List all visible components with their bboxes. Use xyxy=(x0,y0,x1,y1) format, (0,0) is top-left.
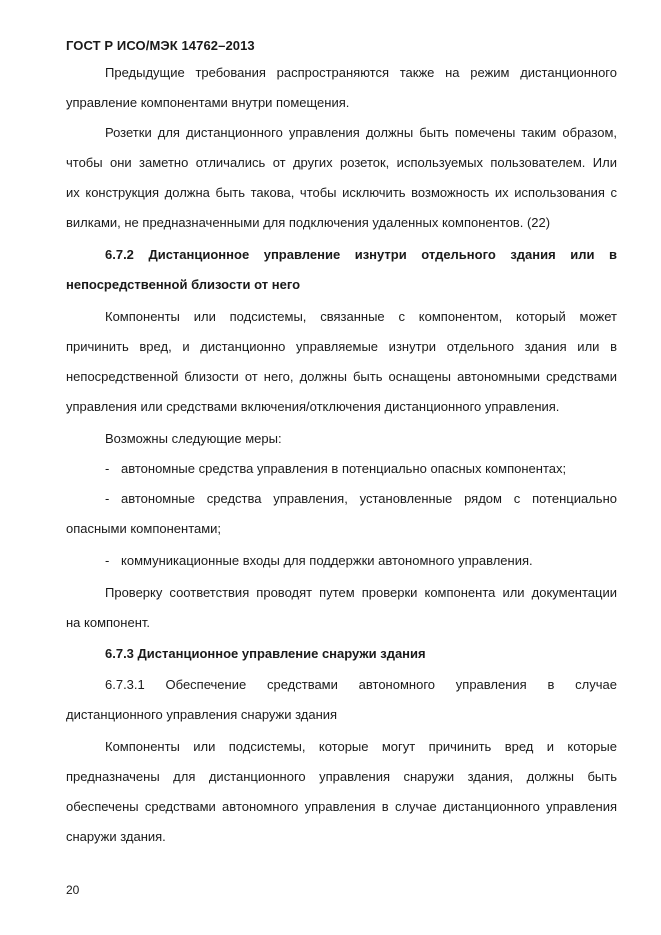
list-item: коммуникационные входы для поддержки автономного управления. xyxy=(121,553,533,568)
list-marker: - xyxy=(105,491,110,506)
paragraph-line: причинить вред, и дистанционно управляемые изнутри отдельного здания или в xyxy=(66,339,617,354)
paragraph-line: Розетки для дистанционного управления должны быть помечены таким образом, xyxy=(105,125,617,140)
paragraph-line: чтобы они заметно отличались от других розеток, используемых пользователем. Или xyxy=(66,155,617,170)
paragraph-line: вилками, не предназначенными для подключения удаленных компонентов. (22) xyxy=(66,215,551,230)
paragraph-line: управление компонентами внутри помещения. xyxy=(66,95,350,110)
paragraph-line: обеспечены средствами автономного управления в случае дистанционного управления xyxy=(66,799,617,814)
list-item: автономные средства управления, установленные рядом с потенциально xyxy=(121,491,617,506)
paragraph-line: управления или средствами включения/отключения дистанционного управления. xyxy=(66,399,560,414)
paragraph-line: Проверку соответствия проводят путем проверки компонента или документации xyxy=(105,585,617,600)
section-heading-6-7-2: 6.7.2 Дистанционное управление изнутри отдельного здания или в xyxy=(105,247,617,262)
paragraph-line: непосредственной близости от него, должны быть оснащены автономными средствами xyxy=(66,369,617,384)
list-marker: - xyxy=(105,553,110,568)
section-heading-6-7-2-cont: непосредственной близости от него xyxy=(66,277,301,292)
paragraph-line: Возможны следующие меры: xyxy=(105,431,282,446)
section-heading-6-7-3: 6.7.3 Дистанционное управление снаружи здания xyxy=(105,646,426,661)
list-item: автономные средства управления в потенциально опасных компонентах; xyxy=(121,461,567,476)
paragraph-line: Компоненты или подсистемы, связанные с компонентом, который может xyxy=(105,309,617,324)
subsection-heading-cont: дистанционного управления снаружи здания xyxy=(66,707,338,722)
paragraph-line: снаружи здания. xyxy=(66,829,166,844)
paragraph-line: на компонент. xyxy=(66,615,151,630)
page-number: 20 xyxy=(66,883,80,897)
paragraph-line: предназначены для дистанционного управления снаружи здания, должны быть xyxy=(66,769,617,784)
list-item-cont: опасными компонентами; xyxy=(66,521,222,536)
list-marker: - xyxy=(105,461,110,476)
document-header: ГОСТ Р ИСО/МЭК 14762–2013 xyxy=(66,38,255,53)
subsection-heading-6-7-3-1: 6.7.3.1 Обеспечение средствами автономного управления в случае xyxy=(105,677,617,692)
paragraph-line: их конструкция должна быть такова, чтобы исключить возможность их использования с xyxy=(66,185,617,200)
paragraph-line: Предыдущие требования распространяются также на режим дистанционного xyxy=(105,65,617,80)
paragraph-line: Компоненты или подсистемы, которые могут причинить вред и которые xyxy=(105,739,617,754)
